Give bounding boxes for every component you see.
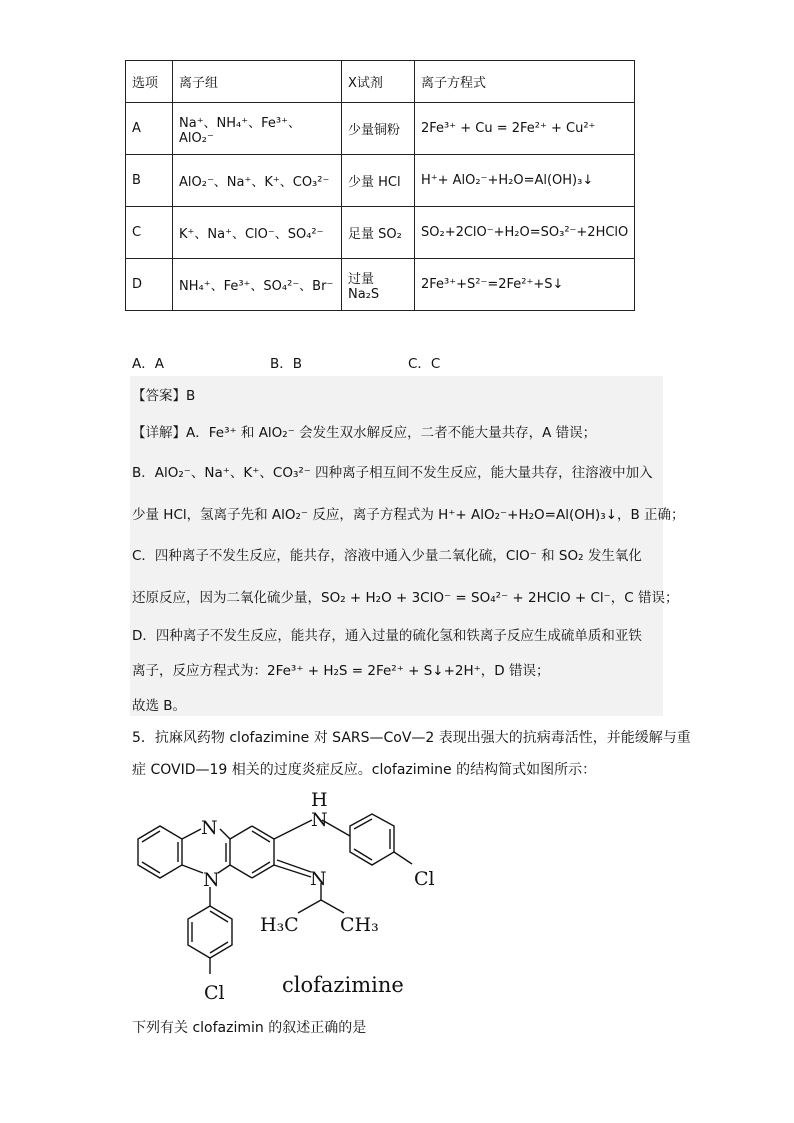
equation-cell: SO₂+2ClO⁻+H₂O=SO₃²⁻+2HClO bbox=[415, 207, 635, 259]
reagent-cell: 少量铜粉 bbox=[342, 103, 415, 155]
methyl-group: CH₃ bbox=[340, 914, 379, 936]
question-5-line: 症 COVID—19 相关的过度炎症反应。clofazimine 的结构简式如图所示： bbox=[132, 762, 597, 778]
structure-bonds bbox=[138, 814, 412, 974]
nitrogen-atom: N bbox=[203, 869, 220, 891]
question-5-line: 5．抗麻风药物 clofazimine 对 SARS—CoV—2 表现出强大的抗病毒活性，并能缓解与重 bbox=[132, 730, 691, 746]
option-cell: B bbox=[126, 155, 173, 207]
option-cell: D bbox=[126, 259, 173, 311]
ions-cell: Na⁺、NH₄⁺、Fe³⁺、AlO₂⁻ bbox=[173, 103, 342, 155]
header-cell: 离子方程式 bbox=[415, 61, 635, 103]
ions-cell: K⁺、Na⁺、ClO⁻、SO₄²⁻ bbox=[173, 207, 342, 259]
table-header-row bbox=[126, 61, 635, 103]
reagent-cell: 足量 SO₂ bbox=[342, 207, 415, 259]
methyl-group: H₃C bbox=[260, 914, 299, 936]
equation-cell: H⁺+ AlO₂⁻+H₂O=Al(OH)₃↓ bbox=[415, 155, 635, 207]
table-row bbox=[126, 259, 635, 311]
explanation-line: 少量 HCl，氢离子先和 AlO₂⁻ 反应，离子方程式为 H⁺+ AlO₂⁻+H₂O=Al(OH)₃↓，B 正确； bbox=[132, 507, 685, 523]
equation-cell: 2Fe³⁺+S²⁻=2Fe²⁺+S↓ bbox=[415, 259, 635, 311]
chlorine-atom: Cl bbox=[414, 868, 435, 890]
explanation-line: D．四种离子不发生反应，能共存，通入过量的硫化氢和铁离子反应生成硫单质和亚铁 bbox=[132, 628, 642, 644]
hydrogen-atom: H bbox=[311, 789, 328, 811]
nitrogen-atom: N bbox=[311, 809, 328, 831]
header-cell: 离子组 bbox=[173, 61, 342, 103]
table-row bbox=[126, 207, 635, 259]
reagent-cell: 少量 HCl bbox=[342, 155, 415, 207]
choice-a[interactable]: A．A bbox=[132, 356, 164, 372]
answer-label: 【答案】B bbox=[132, 388, 196, 404]
clofazimine-structure bbox=[128, 786, 458, 1018]
nitrogen-atom: N bbox=[310, 868, 327, 890]
choice-c[interactable]: C．C bbox=[408, 356, 441, 372]
chlorine-atom: Cl bbox=[204, 982, 225, 1004]
explanation-line: 离子，反应方程式为：2Fe³⁺ + H₂S = 2Fe²⁺ + S↓+2H⁺，D 错误； bbox=[132, 663, 550, 679]
options-table bbox=[125, 60, 635, 311]
option-cell: A bbox=[126, 103, 173, 155]
option-cell: C bbox=[126, 207, 173, 259]
compound-name: clofazimine bbox=[282, 973, 404, 997]
ions-cell: NH₄⁺、Fe³⁺、SO₄²⁻、Br⁻ bbox=[173, 259, 342, 311]
nitrogen-atom: N bbox=[201, 817, 218, 839]
question-5-stem: 下列有关 clofazimin 的叙述正确的是 bbox=[132, 1020, 367, 1036]
explanation-line: C．四种离子不发生反应，能共存，溶液中通入少量二氧化硫，ClO⁻ 和 SO₂ 发生氧化 bbox=[132, 548, 642, 564]
header-cell: 选项 bbox=[126, 61, 173, 103]
ions-cell: AlO₂⁻、Na⁺、K⁺、CO₃²⁻ bbox=[173, 155, 342, 207]
choice-b[interactable]: B．B bbox=[270, 356, 303, 372]
table-row bbox=[126, 103, 635, 155]
reagent-cell: 过量 Na₂S bbox=[342, 259, 415, 311]
explanation-line: 还原反应，因为二氧化硫少量，SO₂ + H₂O + 3ClO⁻ = SO₄²⁻ + 2HClO + Cl⁻，C 错误； bbox=[132, 590, 679, 606]
explanation-line: B．AlO₂⁻、Na⁺、K⁺、CO₃²⁻ 四种离子相互间不发生反应，能大量共存，往溶液中加入 bbox=[132, 465, 653, 481]
equation-cell: 2Fe³⁺ + Cu = 2Fe²⁺ + Cu²⁺ bbox=[415, 103, 635, 155]
explanation-line: 故选 B。 bbox=[132, 698, 187, 714]
header-cell: X试剂 bbox=[342, 61, 415, 103]
explanation-line: 【详解】A．Fe³⁺ 和 AlO₂⁻ 会发生双水解反应，二者不能大量共存，A 错误； bbox=[132, 425, 597, 441]
table-row bbox=[126, 155, 635, 207]
